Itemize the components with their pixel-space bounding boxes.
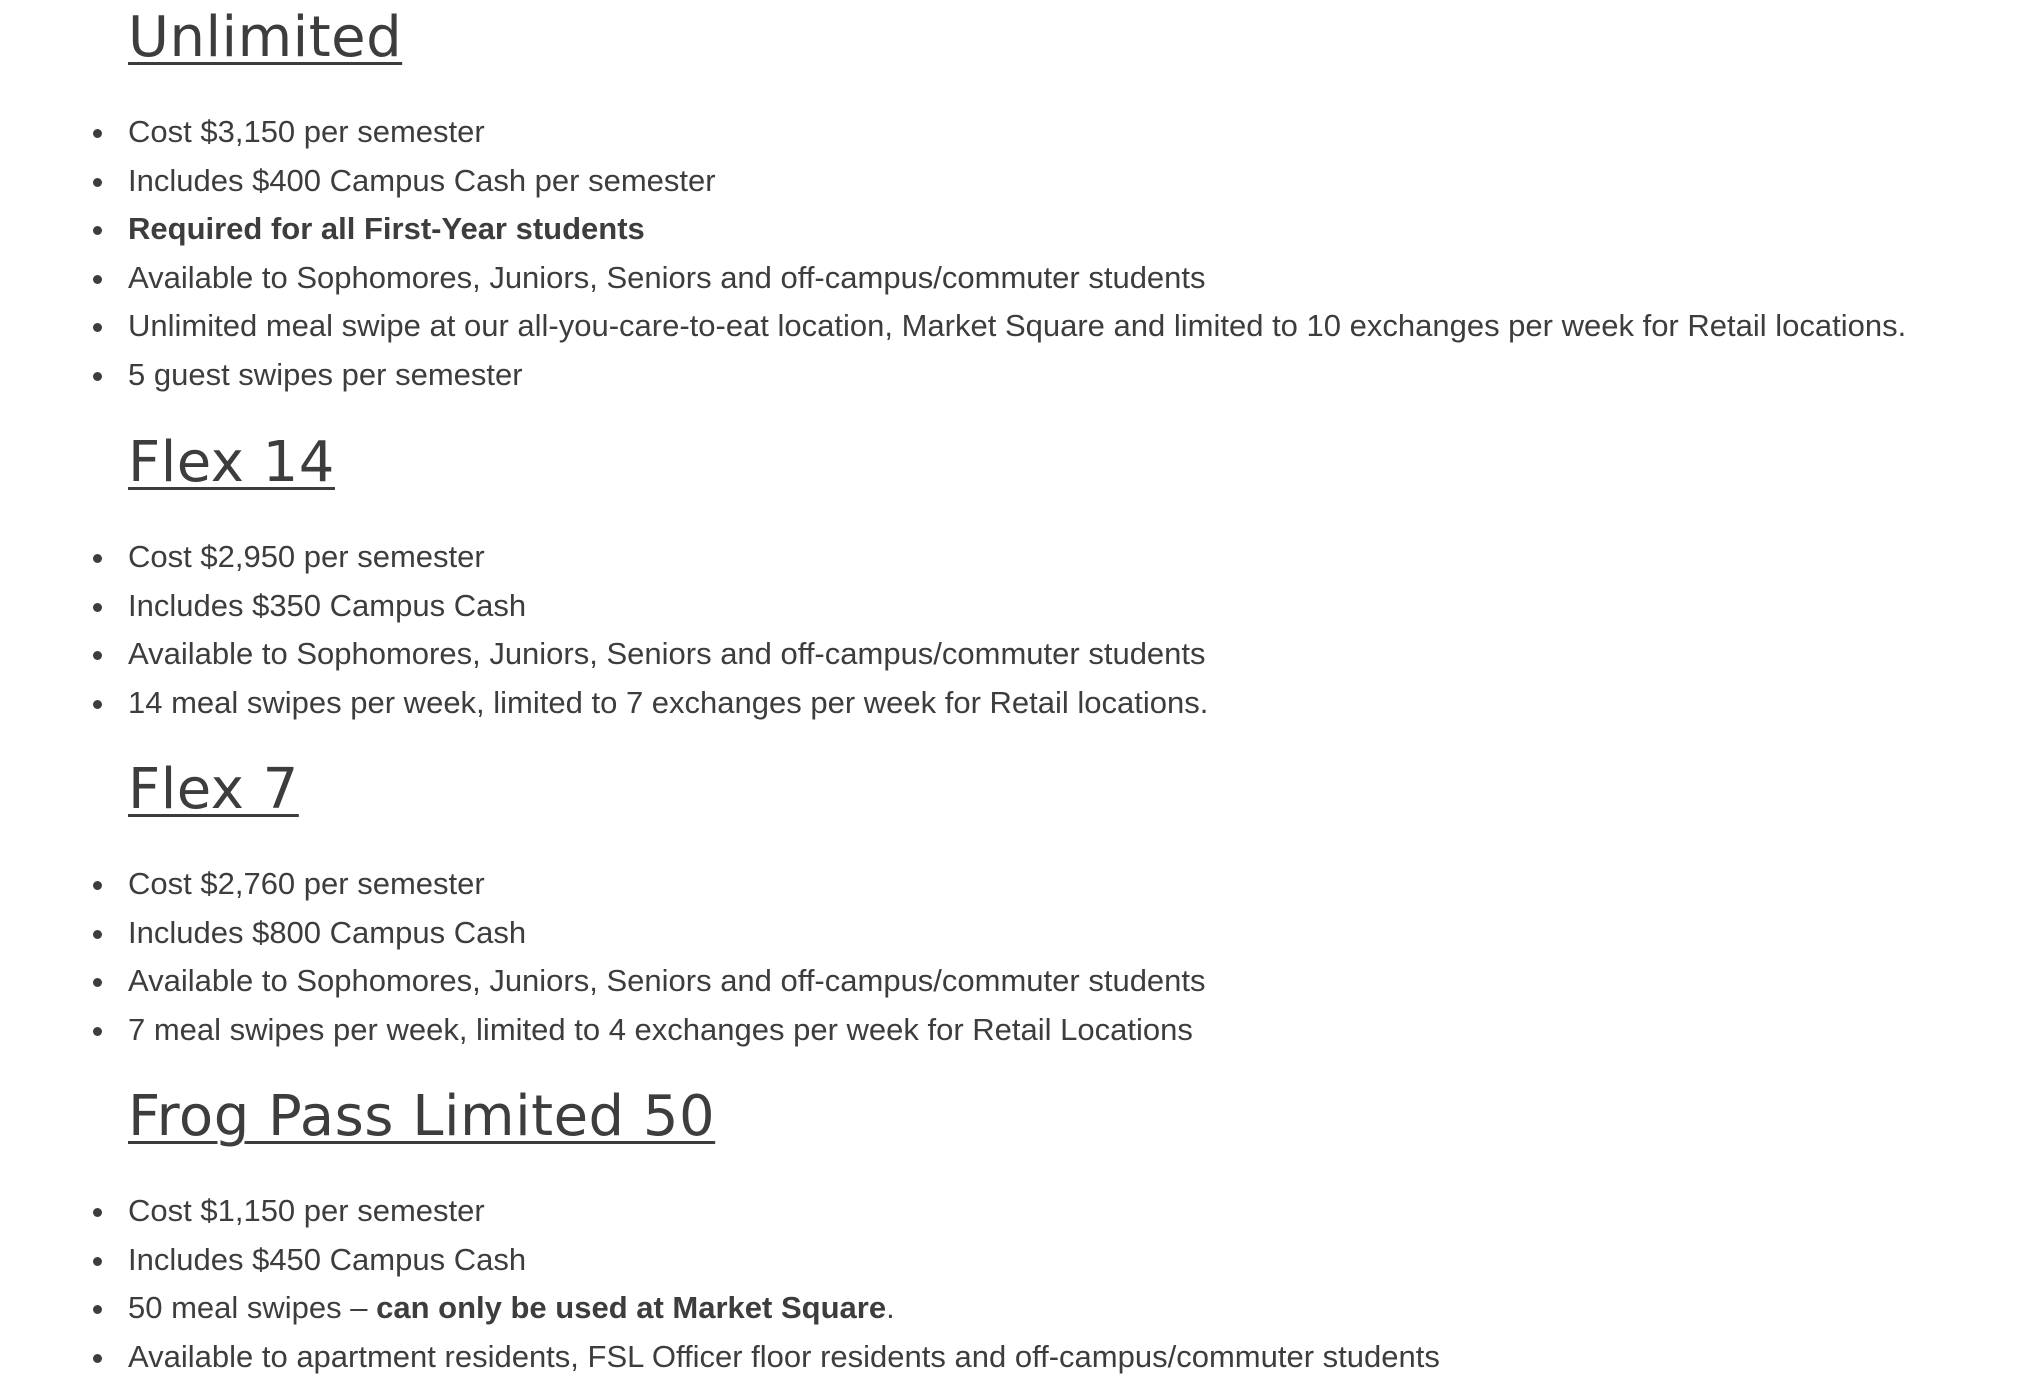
list-item: Available to Sophomores, Juniors, Seniors and off-campus/commuter students bbox=[0, 254, 1906, 303]
list-item: Unlimited meal swipe at our all-you-care-to-eat location, Market Square and limited to 10 exchanges per week for Retail locations. bbox=[0, 302, 1906, 351]
list-item: 7 meal swipes per week, limited to 4 exchanges per week for Retail Locations bbox=[0, 1006, 1206, 1055]
plan-section-frog-pass bbox=[0, 1079, 1440, 1381]
list-item: Cost $2,760 per semester bbox=[0, 860, 1206, 909]
list-item: Includes $400 Campus Cash per semester bbox=[0, 157, 1906, 206]
plan-list-unlimited bbox=[0, 108, 1906, 399]
plan-title-frog-pass: Frog Pass Limited 50 bbox=[128, 1084, 716, 1149]
list-item: Cost $2,950 per semester bbox=[0, 533, 1208, 582]
list-item: Available to Sophomores, Juniors, Seniors and off-campus/commuter students bbox=[0, 630, 1208, 679]
list-item: Includes $800 Campus Cash bbox=[0, 909, 1206, 958]
swipes-prefix: 50 meal swipes – bbox=[128, 1290, 377, 1325]
list-item: Cost $3,150 per semester bbox=[0, 108, 1906, 157]
plan-list-frog-pass bbox=[0, 1187, 1440, 1381]
plan-section-flex-7 bbox=[0, 752, 1206, 1054]
plan-section-flex-14 bbox=[0, 425, 1208, 727]
list-item-market-square-note bbox=[0, 1284, 1440, 1333]
list-item: 14 meal swipes per week, limited to 7 exchanges per week for Retail locations. bbox=[0, 679, 1208, 728]
list-item: 5 guest swipes per semester bbox=[0, 351, 1906, 400]
swipes-suffix: . bbox=[886, 1290, 895, 1325]
plan-section-unlimited bbox=[0, 0, 1906, 399]
list-item: Includes $350 Campus Cash bbox=[0, 582, 1208, 631]
list-item: Cost $1,150 per semester bbox=[0, 1187, 1440, 1236]
plan-list-flex-14 bbox=[0, 533, 1208, 727]
plan-title-unlimited: Unlimited bbox=[128, 5, 403, 70]
list-item: Available to apartment residents, FSL Officer floor residents and off-campus/commuter students bbox=[0, 1333, 1440, 1382]
plan-title-flex-7: Flex 7 bbox=[128, 757, 299, 822]
plan-list-flex-7 bbox=[0, 860, 1206, 1054]
list-item-required-notice: Required for all First-Year students bbox=[0, 205, 1906, 254]
market-square-restriction: can only be used at Market Square bbox=[376, 1290, 887, 1325]
plan-title-flex-14: Flex 14 bbox=[128, 430, 335, 495]
list-item: Available to Sophomores, Juniors, Seniors and off-campus/commuter students bbox=[0, 957, 1206, 1006]
list-item: Includes $450 Campus Cash bbox=[0, 1236, 1440, 1285]
